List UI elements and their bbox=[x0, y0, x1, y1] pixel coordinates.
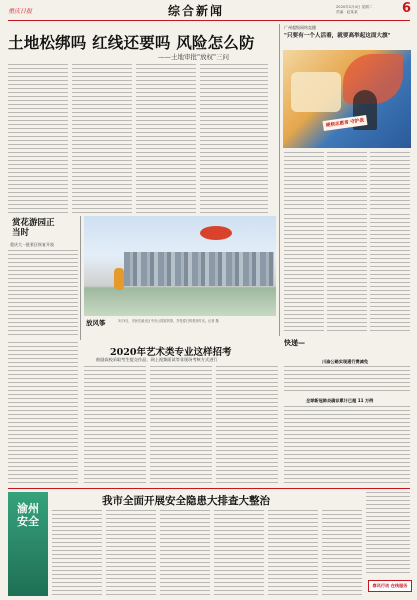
brief-title: 快递— bbox=[284, 338, 305, 347]
flower-title: 赏花游园正当时 bbox=[12, 218, 55, 238]
paper-logo: 重庆日报 bbox=[8, 8, 33, 15]
brief-item-1: 川渝公路实现通行费减免 bbox=[322, 359, 369, 364]
article-column bbox=[268, 510, 318, 596]
column-divider bbox=[279, 24, 280, 336]
photo-caption: 3月3日，市民在渝北区中央公园放风筝，享受春日的美好时光。记者 摄 bbox=[118, 319, 219, 323]
article-column bbox=[284, 152, 324, 210]
article-column bbox=[366, 492, 410, 576]
article-column bbox=[72, 64, 132, 216]
article-column bbox=[322, 510, 362, 596]
skyline bbox=[124, 252, 274, 286]
column-divider bbox=[80, 216, 81, 340]
article-column bbox=[8, 342, 78, 484]
feature-title: "只要有一个人活着，就要高举起这面大旗" bbox=[284, 33, 391, 39]
safety-title: 我市全面开展安全隐患大排查大整治 bbox=[102, 495, 270, 507]
article-column bbox=[327, 214, 367, 332]
section-title: 综合新闻 bbox=[168, 4, 225, 18]
article-column bbox=[84, 366, 146, 484]
artwork-label: 硬核志愿者 守护战 bbox=[323, 115, 368, 131]
article-column bbox=[136, 64, 196, 216]
top-headline: 土地松绑吗 红线还要吗 风险怎么防 bbox=[8, 33, 255, 52]
top-subheadline: ——土地审批"放权"三问 bbox=[158, 53, 229, 61]
news-photo bbox=[84, 216, 276, 316]
article-column bbox=[52, 510, 102, 596]
date-line: 2020年2月4日 星期二 bbox=[336, 5, 373, 9]
article-column bbox=[160, 510, 210, 596]
flower-subtitle: 重庆大一批景区恢复开放 bbox=[10, 242, 54, 247]
stamp-badge: 春风行动 在线服务 bbox=[368, 580, 412, 592]
article-column bbox=[284, 366, 410, 394]
brief-item-2: 全球新冠肺炎确诊累计已超 11 万例 bbox=[306, 398, 374, 403]
runner bbox=[114, 268, 124, 290]
safety-logo-panel bbox=[8, 492, 48, 596]
article-column bbox=[284, 214, 324, 332]
article-column bbox=[370, 214, 410, 332]
section-rule bbox=[8, 488, 410, 489]
article-column bbox=[216, 366, 278, 484]
article-column bbox=[8, 250, 78, 338]
feature-artwork bbox=[283, 50, 411, 148]
article-column bbox=[150, 366, 212, 484]
article-column bbox=[370, 152, 410, 210]
safety-logo-text: 渝州安全 bbox=[17, 502, 39, 528]
article-column bbox=[8, 64, 68, 216]
editor-line: 责编：赵某某 bbox=[336, 10, 358, 14]
feature-kicker: 广州超级网络直播 bbox=[284, 25, 316, 30]
masthead bbox=[8, 3, 410, 21]
article-column bbox=[106, 510, 156, 596]
masthead-rule bbox=[8, 20, 410, 21]
article-column bbox=[327, 152, 367, 210]
article-column bbox=[200, 64, 268, 216]
article-column bbox=[284, 406, 410, 484]
article-column bbox=[214, 510, 264, 596]
artwork-shape bbox=[291, 72, 341, 112]
artexam-title: 2020年艺术类专业这样招考 bbox=[110, 347, 232, 358]
artexam-subtitle: 鼓励高校采取考生提交作品、网上视频面试等非现场考核方式进行 bbox=[96, 357, 218, 362]
kite bbox=[200, 226, 232, 240]
page-number: 6 bbox=[402, 1, 412, 16]
photo-caption-title: 放风筝 bbox=[86, 319, 106, 327]
